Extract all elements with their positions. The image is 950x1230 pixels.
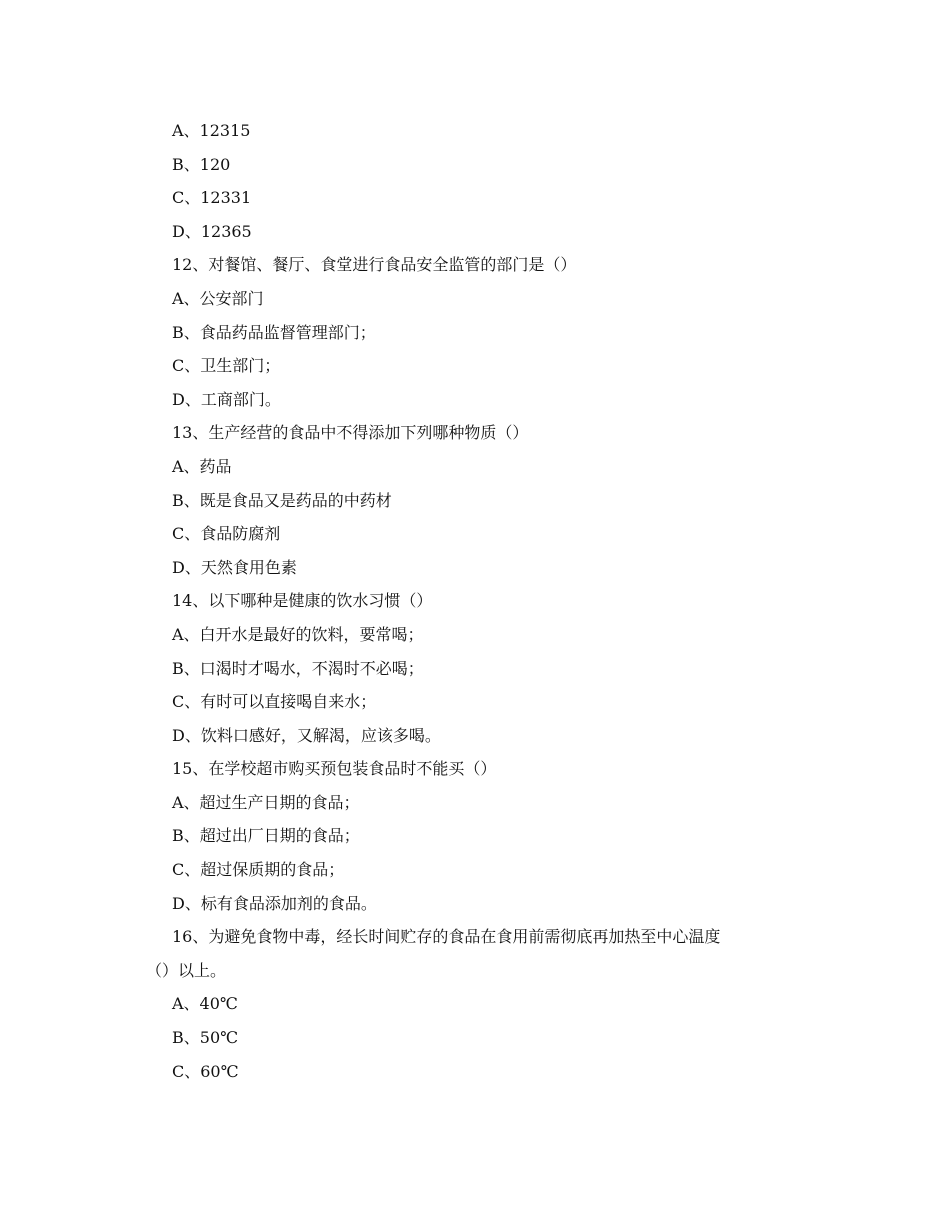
option-line: A、40℃ (172, 994, 238, 1014)
option-line: A、药品 (172, 456, 232, 476)
question-line: 13、生产经营的食品中不得添加下列哪种物质（） (172, 423, 529, 443)
option-line: B、既是食品又是药品的中药材 (172, 490, 392, 510)
option-line: B、50℃ (172, 1028, 239, 1048)
option-line: A、超过生产日期的食品； (172, 792, 360, 812)
option-line: A、白开水是最好的饮料，要常喝； (172, 624, 424, 644)
option-line: D、天然食用色素 (172, 557, 297, 577)
option-line: D、工商部门。 (172, 389, 281, 409)
option-line: C、60℃ (172, 1061, 239, 1081)
quiz-content (0, 114, 950, 1088)
option-line: C、食品防腐剂 (172, 524, 281, 544)
option-line: D、饮料口感好，又解渴，应该多喝。 (172, 725, 441, 745)
question-line: 14、以下哪种是健康的饮水习惯（） (172, 591, 433, 611)
question-line: 15、在学校超市购买预包装食品时不能买（） (172, 759, 497, 779)
question-line: 12、对餐馆、餐厅、食堂进行食品安全监管的部门是（） (172, 255, 577, 275)
option-line: C、超过保质期的食品； (172, 860, 345, 880)
option-line: B、超过出厂日期的食品； (172, 826, 360, 846)
question-line: 16、为避免食物中毒，经长时间贮存的食品在食用前需彻底再加热至中心温度 (172, 927, 721, 947)
option-line: B、食品药品监督管理部门； (172, 322, 376, 342)
option-line: C、有时可以直接喝自来水； (172, 692, 377, 712)
option-line: C、12331 (172, 188, 252, 208)
option-line: D、12365 (172, 221, 252, 241)
option-line: A、12315 (172, 121, 251, 140)
option-line: B、120 (172, 154, 231, 174)
option-line: C、卫生部门； (172, 356, 281, 376)
option-line: A、公安部门 (172, 288, 264, 308)
question-line-continuation: （）以上。 (146, 960, 227, 980)
option-line: D、标有食品添加剂的食品。 (172, 893, 377, 913)
option-line: B、口渴时才喝水，不渴时不必喝； (172, 658, 424, 678)
